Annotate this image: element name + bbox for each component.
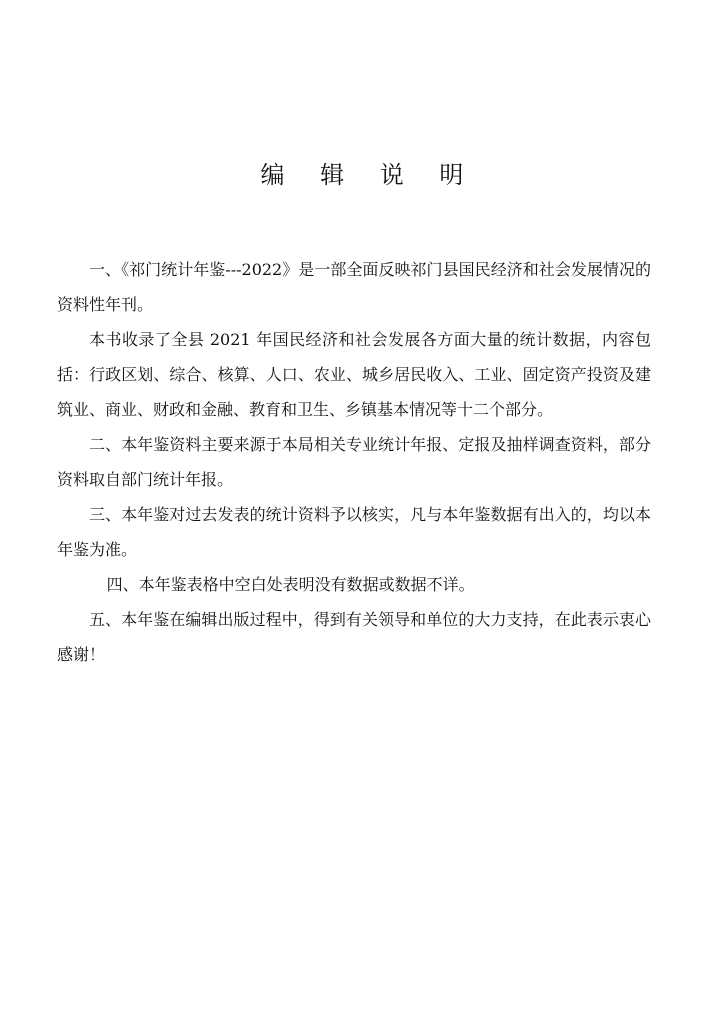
page-title: 编 辑 说 明 [260, 161, 478, 189]
paragraph-1: 一、《祁门统计年鉴---2022》是一部全面反映祁门县国民经济和社会发展情况的资料性年刊。 [57, 260, 651, 314]
paragraph-6: 五、本年鉴在编辑出版过程中，得到有关领导和单位的大力支持，在此表示衷心感谢！ [57, 610, 651, 664]
paragraph-5: 四、本年鉴表格中空白处表明没有数据或数据不详。 [106, 575, 475, 594]
document-body [57, 252, 651, 672]
paragraph-3: 二、本年鉴资料主要来源于本局相关专业统计年报、定报及抽样调查资料，部分资料取自部门统计年报。 [57, 435, 651, 489]
paragraph-2: 本书收录了全县 2021 年国民经济和社会发展各方面大量的统计数据，内容包括：行政区划、综合、核算、人口、农业、城乡居民收入、工业、固定资产投资及建筑业、商业、财政和金融、教育和卫生、乡镇基本情况等十二个部分。 [57, 330, 651, 419]
paragraph-4: 三、本年鉴对过去发表的统计资料予以核实，凡与本年鉴数据有出入的，均以本年鉴为准。 [57, 505, 651, 559]
